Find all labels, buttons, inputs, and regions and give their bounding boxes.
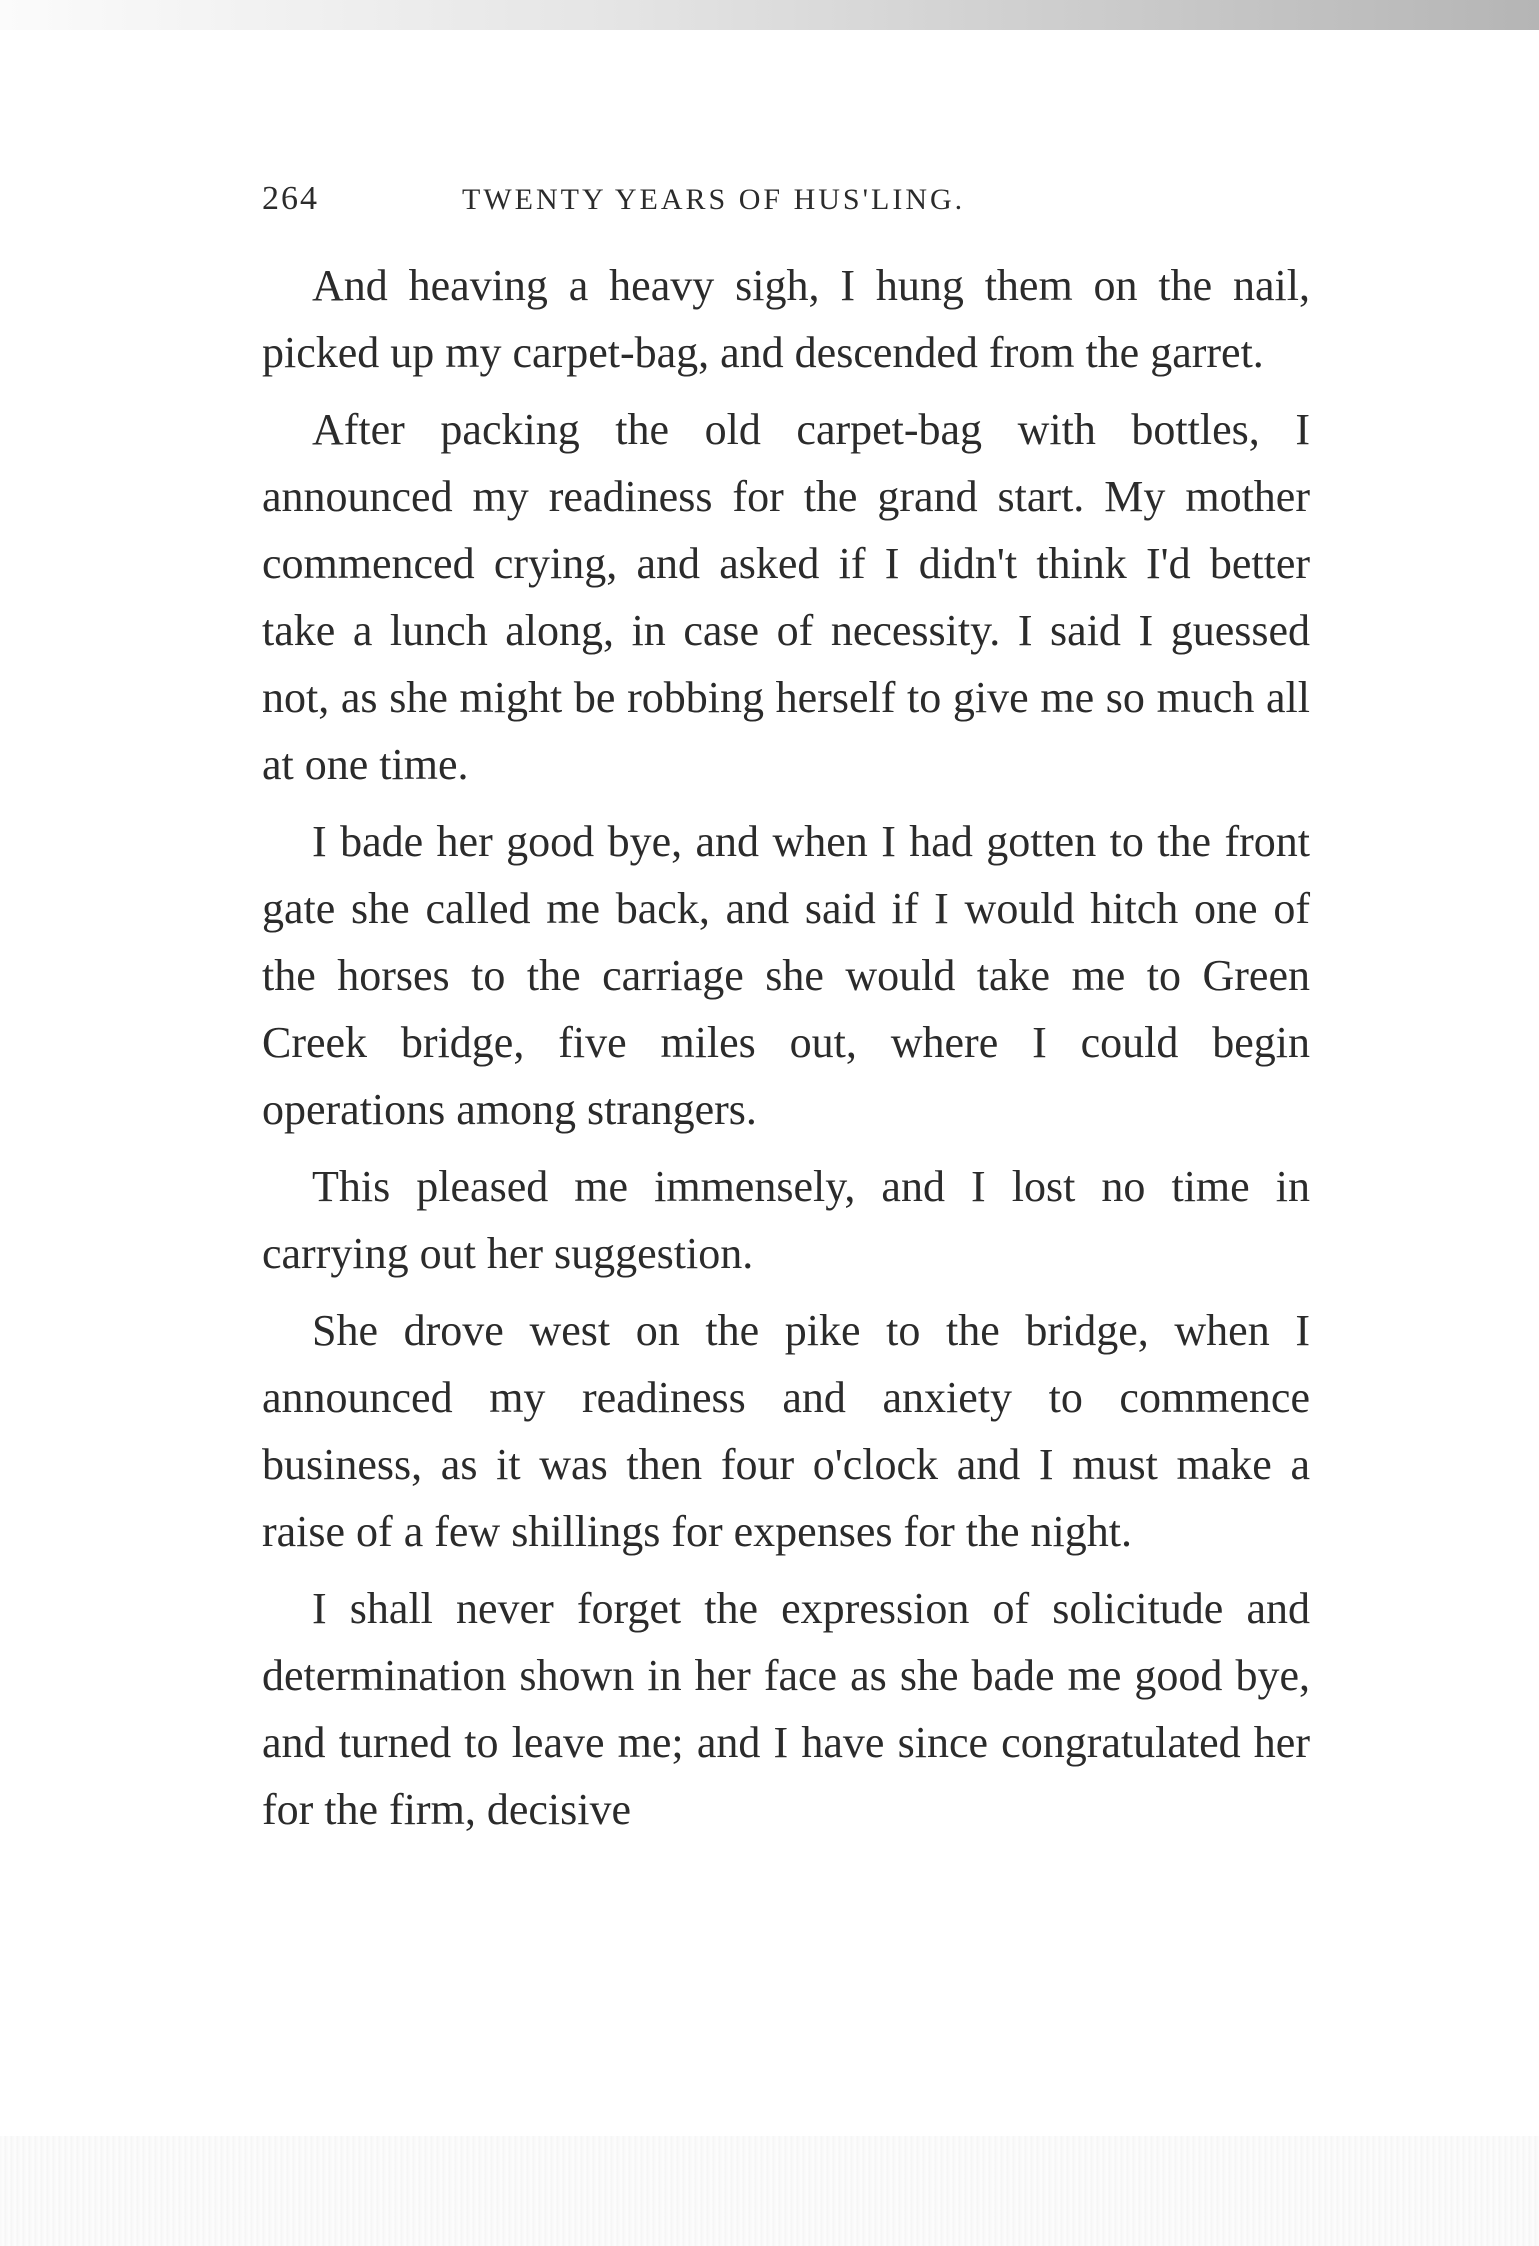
scan-edge-bottom <box>0 2136 1539 2246</box>
paragraph-5: She drove west on the pike to the bridge, when I announced my readiness and anxiety to commence business, as it was then four o'clock and I must make a raise of a few shillings for expenses for the night. <box>262 1306 1310 1556</box>
book-page <box>262 180 1310 1853</box>
running-head <box>262 180 1310 240</box>
paragraph-1: And heaving a heavy sigh, I hung them on the nail, picked up my carpet-bag, and descended from the garret. <box>262 261 1310 377</box>
body-text <box>262 252 1310 1843</box>
paragraph-4: This pleased me immensely, and I lost no time in carrying out her suggestion. <box>262 1162 1310 1278</box>
paragraph-2: After packing the old carpet-bag with bottles, I announced my readiness for the grand start. My mother commenced crying, and asked if I didn't think I'd better take a lunch along, in case of necessity. I said I guessed not, as she might be robbing herself to give me so much all at one time. <box>262 405 1310 789</box>
paragraph-3: I bade her good bye, and when I had gotten to the front gate she called me back, and said if I would hitch one of the horses to the carriage she would take me to Green Creek bridge, five miles out, where I could begin operations among strangers. <box>262 817 1310 1134</box>
scan-edge-top <box>0 0 1539 30</box>
page-number: 264 <box>262 180 319 217</box>
running-title: TWENTY YEARS OF HUS'LING. <box>462 183 966 216</box>
paragraph-6: I shall never forget the expression of solicitude and determination shown in her face as she bade me good bye, and turned to leave me; and I have since congratulated her for the firm, decisive <box>262 1584 1310 1834</box>
